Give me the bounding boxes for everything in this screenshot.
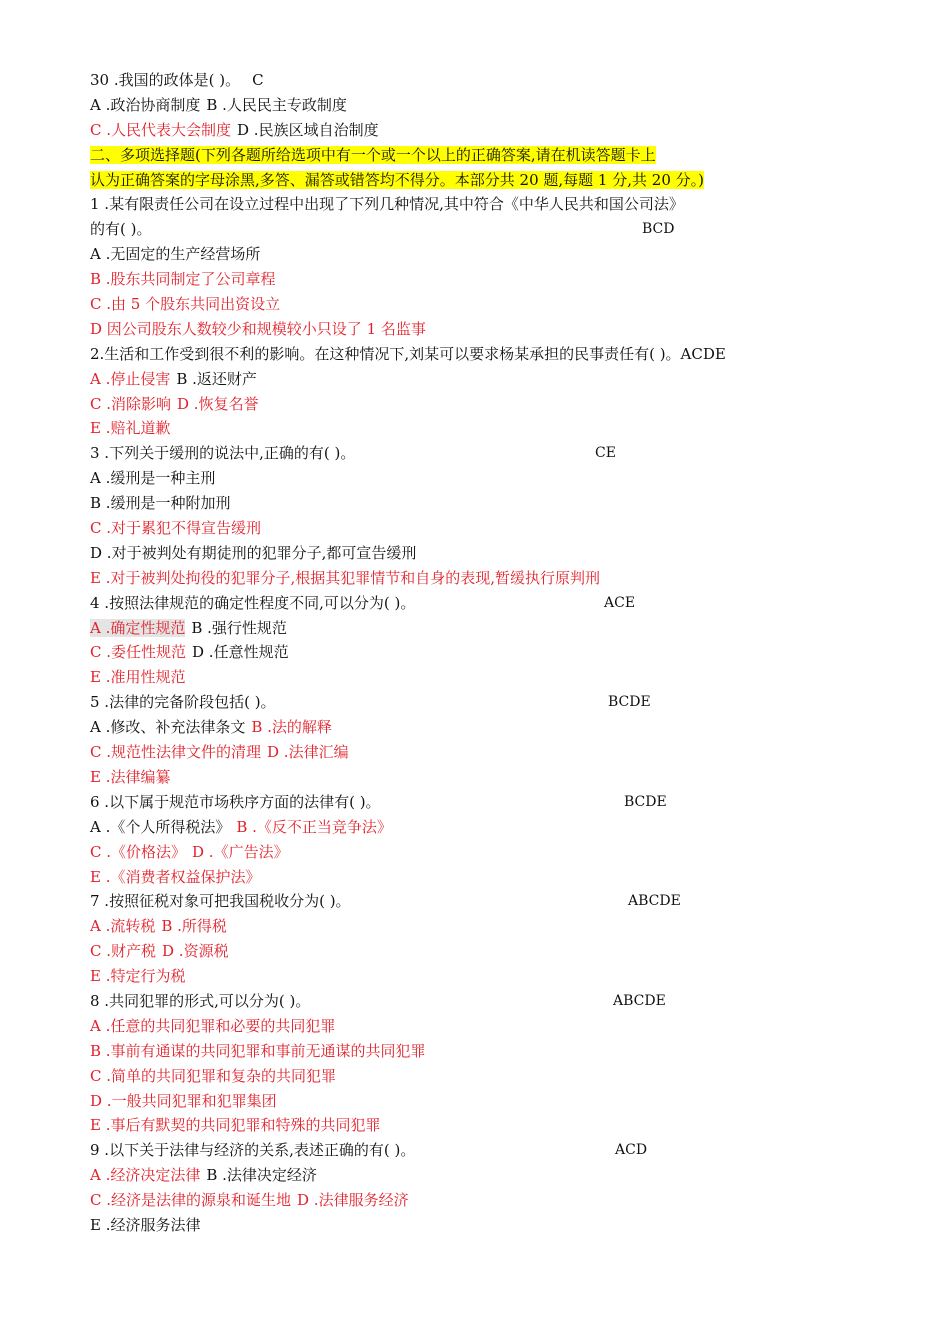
question-5-options-cd — [90, 740, 870, 765]
question-8-answer: ABCDE — [613, 992, 666, 1009]
option-b: B .返还财产 — [176, 369, 257, 388]
question-30-answer: C — [252, 71, 264, 89]
option-c: C .人民代表大会制度 — [90, 120, 232, 139]
section-2-heading-line-1: 二、多项选择题(下列各题所给选项中有一个或一个以上的正确答案,请在机读答题卡上 — [90, 145, 656, 164]
option-b: B .法的解释 — [251, 718, 332, 737]
option-d: D .民族区域自治制度 — [237, 120, 379, 139]
question-6-options-cd — [90, 840, 870, 865]
question-4-options-ab — [90, 616, 870, 641]
question-3-answer: CE — [595, 445, 616, 462]
question-1-option-a: A .无固定的生产经营场所 — [90, 245, 261, 264]
question-9-options-cd — [90, 1188, 870, 1213]
question-30-stem: 30 .我国的政体是( )。 C — [90, 71, 264, 89]
option-b: B .法律决定经济 — [206, 1166, 317, 1185]
option-d: D .法律汇编 — [267, 743, 349, 762]
option-b: B .强行性规范 — [191, 618, 287, 637]
question-7-options-ab — [90, 914, 870, 939]
option-d: D .恢复名誉 — [177, 394, 259, 413]
question-9-option-e: E .经济服务法律 — [90, 1215, 201, 1234]
question-2-options-cd — [90, 392, 870, 417]
question-3-option-c: C .对于累犯不得宣告缓刑 — [90, 519, 262, 538]
question-1-stem-line-2: 的有( )。 BCD — [90, 217, 870, 242]
option-a: A .政治协商制度 — [90, 95, 201, 114]
question-2-option-e: E .赔礼道歉 — [90, 419, 171, 438]
question-6-options-ab — [90, 815, 870, 840]
question-2-stem: 2.生活和工作受到很不利的影响。在这种情况下,刘某可以要求杨某承担的民事责任有( )。ACDE — [90, 344, 726, 363]
option-c: C .《价格法》 — [90, 842, 187, 861]
question-7-option-e: E .特定行为税 — [90, 967, 186, 986]
question-6-stem: 6 .以下属于规范市场秩序方面的法律有( )。 BCDE — [90, 790, 870, 815]
question-5-answer: BCDE — [608, 694, 651, 711]
option-c: C .经济是法律的源泉和诞生地 — [90, 1191, 292, 1210]
question-5-option-e: E .法律编纂 — [90, 767, 171, 786]
question-30-options-ab — [90, 93, 870, 118]
question-7-answer: ABCDE — [628, 893, 681, 910]
option-c: C .财产税 — [90, 942, 157, 961]
question-6-answer: BCDE — [624, 793, 667, 810]
question-3-option-e: E .对于被判处拘役的犯罪分子,根据其犯罪情节和自身的表现,暂缓执行原判刑 — [90, 568, 601, 587]
option-c: C .委任性规范 — [90, 643, 187, 662]
option-d: D .《广告法》 — [192, 842, 289, 861]
question-6-option-e: E .《消费者权益保护法》 — [90, 867, 261, 886]
option-b: B .《反不正当竞争法》 — [236, 817, 392, 836]
question-3-option-b: B .缓刑是一种附加刑 — [90, 494, 231, 513]
question-8-option-c: C .简单的共同犯罪和复杂的共同犯罪 — [90, 1066, 337, 1085]
option-a: A .经济决定法律 — [90, 1166, 201, 1185]
question-1-option-b: B .股东共同制定了公司章程 — [90, 270, 276, 289]
question-1-option-d: D 因公司股东人数较少和规模较小只设了 1 名监事 — [90, 319, 426, 338]
option-a: A .修改、补充法律条文 — [90, 718, 246, 737]
question-1-option-c: C .由 5 个股东共同出资设立 — [90, 295, 281, 314]
option-d: D .法律服务经济 — [297, 1191, 409, 1210]
question-4-stem: 4 .按照法律规范的确定性程度不同,可以分为( )。 ACE — [90, 591, 870, 616]
question-8-option-d: D .一般共同犯罪和犯罪集团 — [90, 1091, 277, 1110]
option-b: B .人民民主专政制度 — [206, 95, 347, 114]
option-a: A .流转税 — [90, 917, 156, 936]
question-30-options-cd — [90, 118, 870, 143]
option-b: B .所得税 — [161, 917, 227, 936]
question-9-stem: 9 .以下关于法律与经济的关系,表述正确的有( )。 ACD — [90, 1138, 870, 1163]
question-4-answer: ACE — [604, 594, 636, 611]
option-a: A .停止侵害 — [90, 369, 171, 388]
question-1-stem-line-1: 1 .某有限责任公司在设立过程中出现了下列几种情况,其中符合《中华人民共和国公司法》 — [90, 195, 684, 214]
question-7-stem: 7 .按照征税对象可把我国税收分为( )。 ABCDE — [90, 889, 870, 914]
question-3-option-d: D .对于被判处有期徒刑的犯罪分子,都可宣告缓刑 — [90, 543, 417, 562]
option-d: D .任意性规范 — [192, 643, 289, 662]
question-8-option-a: A .任意的共同犯罪和必要的共同犯罪 — [90, 1016, 336, 1035]
question-7-options-cd — [90, 939, 870, 964]
question-4-options-cd — [90, 640, 870, 665]
option-c: C .规范性法律文件的清理 — [90, 743, 262, 762]
option-d: D .资源税 — [162, 942, 229, 961]
question-8-option-e: E .事后有默契的共同犯罪和特殊的共同犯罪 — [90, 1116, 381, 1135]
option-c: C .消除影响 — [90, 394, 172, 413]
section-2-heading-line-2: 认为正确答案的字母涂黑,多答、漏答或错答均不得分。本部分共 20 题,每题 1 分,共 20 分。) — [90, 170, 704, 189]
question-3-stem: 3 .下列关于缓刑的说法中,正确的有( )。 CE — [90, 441, 870, 466]
document-page — [90, 68, 870, 1238]
question-9-options-ab — [90, 1163, 870, 1188]
question-4-option-e: E .准用性规范 — [90, 668, 186, 687]
question-9-answer: ACD — [615, 1142, 648, 1159]
question-8-option-b: B .事前有通谋的共同犯罪和事前无通谋的共同犯罪 — [90, 1041, 426, 1060]
question-5-stem: 5 .法律的完备阶段包括( )。 BCDE — [90, 690, 870, 715]
question-2-options-ab — [90, 367, 870, 392]
option-a: A .《个人所得税法》 — [90, 817, 231, 836]
question-1-answer: BCD — [642, 221, 675, 238]
question-3-option-a: A .缓刑是一种主刑 — [90, 469, 216, 488]
question-8-stem: 8 .共同犯罪的形式,可以分为( )。 ABCDE — [90, 989, 870, 1014]
question-5-options-ab — [90, 715, 870, 740]
option-a: A .确定性规范 — [90, 618, 186, 637]
